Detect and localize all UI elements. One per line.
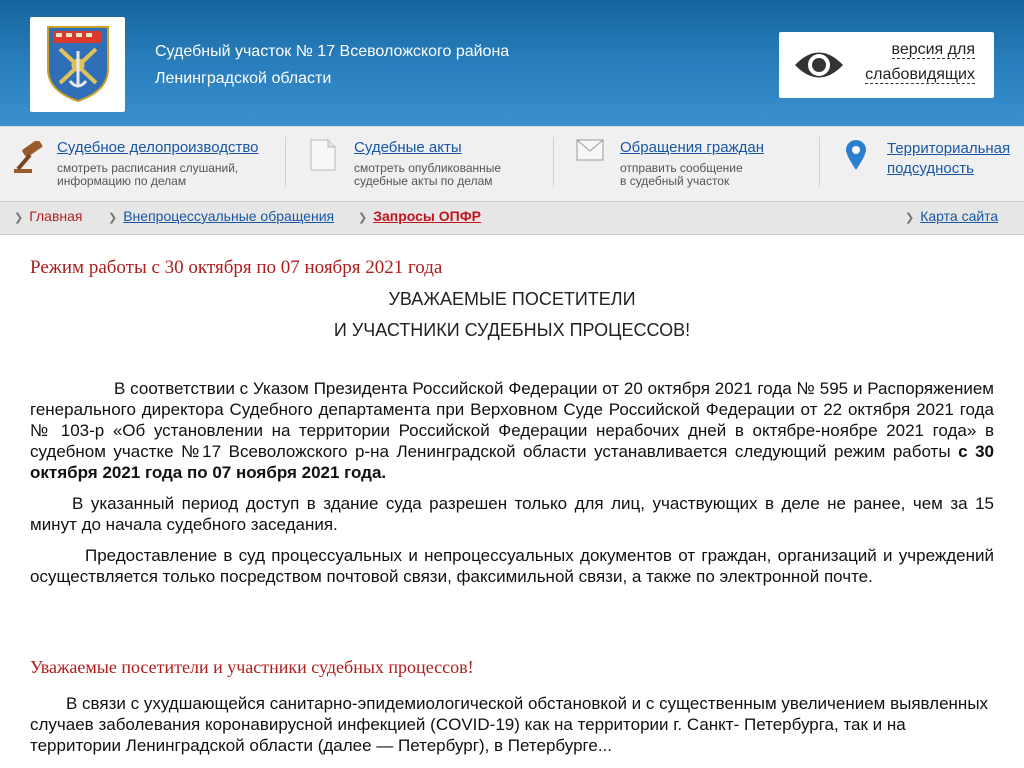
court-name-line1[interactable]: Судебный участок № 17 Всеволожского района	[155, 43, 510, 60]
decree-paragraph	[30, 378, 994, 483]
site-header	[0, 0, 1024, 126]
nav-sub-line: информацию по делам	[57, 174, 187, 188]
breadcrumb-home[interactable]	[14, 208, 83, 224]
nav-divider	[819, 137, 820, 187]
main-navigation	[0, 126, 1024, 202]
nav-sub-court-acts	[354, 162, 501, 188]
covid-heading: Уважаемые посетители и участники судебных процессов!	[30, 657, 474, 677]
nav-title-case-management[interactable]: Судебное делопроизводство	[57, 139, 259, 156]
decree-dates-bold: с 30 октября 2021 года по 07 ноября 2021 года.	[30, 442, 994, 482]
map-pin-icon	[845, 139, 867, 171]
nav-sub-line: смотреть расписания слушаний,	[57, 161, 239, 175]
coat-of-arms-logo[interactable]	[30, 17, 125, 112]
chevron-right-icon: ❯	[905, 212, 915, 224]
nav-divider	[553, 137, 554, 187]
court-name[interactable]	[155, 38, 509, 92]
main-content	[30, 233, 994, 756]
chevron-right-icon: ❯	[358, 212, 368, 224]
notice-caps-line1: УВАЖАЕМЫЕ ПОСЕТИТЕЛИ	[388, 289, 636, 309]
chevron-right-icon: ❯	[14, 212, 24, 224]
nav-sub-line: смотреть опубликованные	[354, 161, 502, 175]
sitemap-link[interactable]	[905, 208, 998, 224]
breadcrumb-home-label[interactable]: Главная	[29, 208, 83, 224]
nav-sub-citizen-appeals	[620, 162, 743, 188]
notice-caps-line2: И УЧАСТНИКИ СУДЕБНЫХ ПРОЦЕССОВ!	[333, 320, 691, 340]
covid-text: В связи с ухудшающейся санитарно-эпидемиологической обстановкой и с существенным увеличением выявленных случаев заболевания коронавирусной инфекцией (COVID-19) как на территории г. Санкт-	[30, 694, 989, 734]
low-vision-line2[interactable]: слабовидящих	[865, 66, 975, 83]
nav-title-jurisdiction[interactable]	[887, 139, 1010, 179]
breadcrumb-nonprocedural-label[interactable]: Внепроцессуальные обращения	[123, 208, 335, 224]
chevron-right-icon: ❯	[108, 212, 118, 224]
nav-sub-line: отправить сообщение	[620, 161, 743, 175]
access-paragraph: В указанный период доступ в здание суда разрешен только для лиц, участвующих в деле не ранее, чем за 15 минут до начала судебного заседания.	[30, 494, 994, 534]
nav-sub-line: судебные акты по делам	[354, 174, 493, 188]
nav-sub-line: в судебный участок	[620, 174, 730, 188]
document-icon	[310, 139, 336, 171]
covid-paragraph	[30, 693, 994, 756]
nav-title-citizen-appeals[interactable]: Обращения граждан	[620, 139, 764, 156]
sitemap-label[interactable]: Карта сайта	[920, 208, 999, 224]
gavel-icon	[12, 141, 46, 175]
envelope-icon	[576, 139, 604, 161]
low-vision-line1[interactable]: версия для	[891, 41, 975, 58]
decree-text: В соответствии с Указом Президента Российской Федерации от 20 октября 2021 года № 595 и Распоряжением генерального директора Судебного департамента при Верховном Суде Российской Федерации от 22 октября 2021 года № 103-р «Об установлении на территории Российской Федерации нерабочих дней в октябре-ноябре 2021 года» в судебном участке №17 Всеволожского р-на Ленинградской области устанавливается следующий режим работы	[30, 379, 994, 461]
breadcrumb-current[interactable]	[358, 208, 481, 224]
nav-title-line[interactable]: подсудность	[887, 160, 974, 177]
nav-sub-case-management	[57, 162, 238, 188]
schedule-heading: Режим работы с 30 октября по 07 ноября 2021 года	[30, 257, 443, 278]
documents-paragraph: Предоставление в суд процессуальных и непроцессуальных документов от граждан, организаций и учреждений осуществляется только посредством почтовой связи, факсимильной связи, а также по электронной почте.	[30, 546, 994, 586]
low-vision-label[interactable]	[857, 37, 975, 87]
breadcrumb-nonprocedural[interactable]	[108, 208, 334, 224]
nav-item-court-acts[interactable]	[310, 127, 540, 202]
eye-icon	[793, 46, 845, 84]
low-vision-version-button[interactable]	[779, 32, 994, 98]
nav-item-jurisdiction[interactable]	[845, 127, 1020, 202]
nav-item-case-management[interactable]	[10, 127, 280, 202]
nav-title-line[interactable]: Территориальная	[887, 140, 1011, 157]
nav-divider	[285, 137, 286, 187]
shield-emblem-icon	[46, 25, 110, 103]
breadcrumb	[0, 201, 1024, 235]
nav-item-citizen-appeals[interactable]	[576, 127, 806, 202]
covid-text-continued: Петербурга, так и на территории Ленинградской области (далее — Петербург), в Петербурге...	[30, 715, 906, 755]
court-name-line2[interactable]: Ленинградской области	[155, 70, 332, 87]
nav-title-court-acts[interactable]: Судебные акты	[354, 139, 462, 156]
breadcrumb-current-label[interactable]: Запросы ОПФР	[373, 208, 482, 224]
